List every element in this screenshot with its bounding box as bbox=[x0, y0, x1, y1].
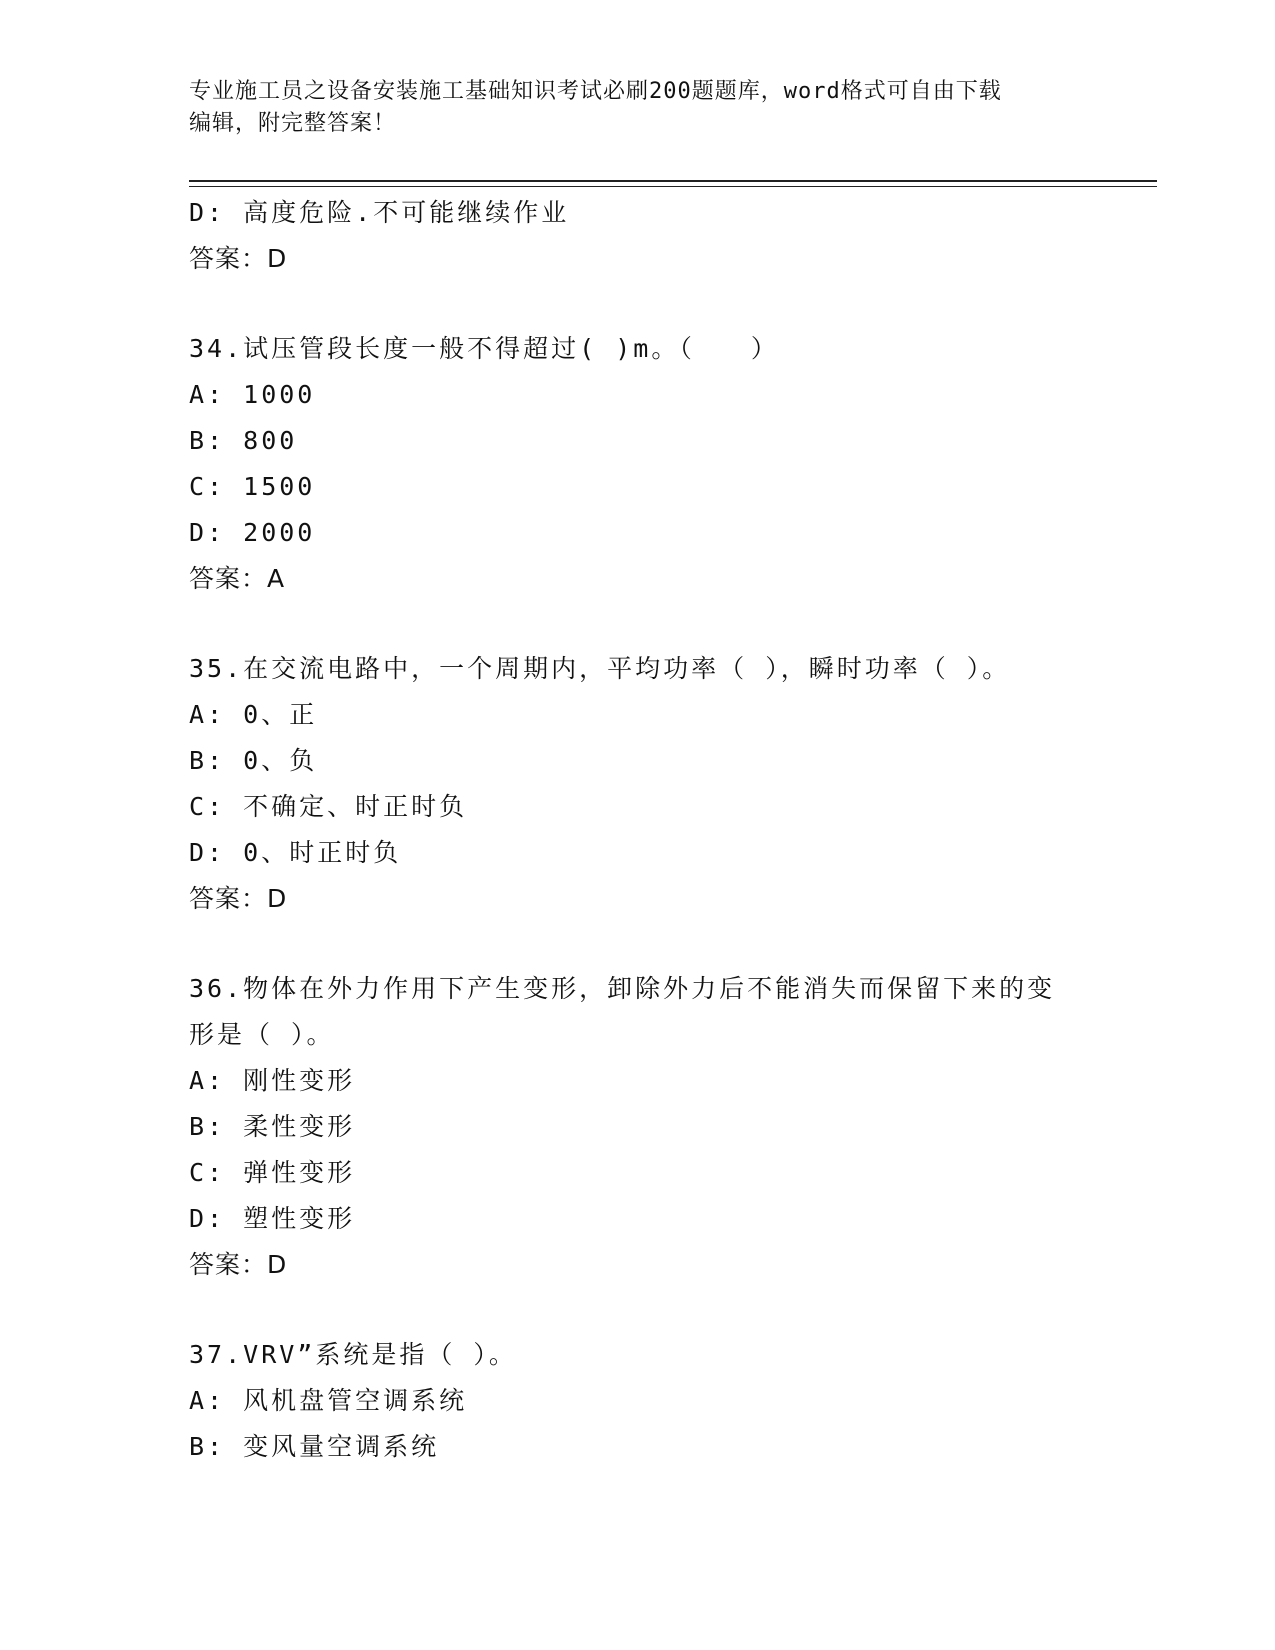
option-c: C: 不确定、时正时负 bbox=[189, 792, 468, 821]
prev-answer: 答案：D bbox=[189, 244, 288, 273]
question-content bbox=[189, 190, 1089, 1470]
option-a: A: 1000 bbox=[189, 380, 316, 409]
answer: 答案：A bbox=[189, 564, 286, 593]
document-header bbox=[189, 76, 1069, 140]
question-37 bbox=[189, 1332, 1089, 1470]
option-d: D: 0、时正时负 bbox=[189, 838, 402, 867]
header-line-1: 专业施工员之设备安装施工基础知识考试必刷200题题库，word格式可自由下载 bbox=[189, 79, 1002, 104]
option-a: A: 0、正 bbox=[189, 700, 318, 729]
question-text: 35.在交流电路中，一个周期内，平均功率（ ），瞬时功率（ ）。 bbox=[189, 654, 1011, 683]
option-c: C: 1500 bbox=[189, 472, 316, 501]
answer: 答案：D bbox=[189, 884, 288, 913]
option-c: C: 弹性变形 bbox=[189, 1158, 356, 1187]
option-a: A: 刚性变形 bbox=[189, 1066, 356, 1095]
option-b: B: 变风量空调系统 bbox=[189, 1432, 440, 1461]
option-b: B: 柔性变形 bbox=[189, 1112, 356, 1141]
question-text: 34.试压管段长度一般不得超过( )m。（ ） bbox=[189, 334, 779, 363]
header-divider-thin bbox=[189, 186, 1157, 187]
option-d: D: 2000 bbox=[189, 518, 316, 547]
answer: 答案：D bbox=[189, 1250, 288, 1279]
option-d: D: 塑性变形 bbox=[189, 1204, 356, 1233]
question-34 bbox=[189, 326, 1089, 602]
question-36 bbox=[189, 966, 1089, 1288]
option-b: B: 800 bbox=[189, 426, 298, 455]
header-divider-thick bbox=[189, 180, 1157, 182]
question-35 bbox=[189, 646, 1089, 922]
question-text: 37.VRV”系统是指（ ）。 bbox=[189, 1340, 517, 1369]
header-line-2: 编辑，附完整答案！ bbox=[189, 111, 397, 136]
option-b: B: 0、负 bbox=[189, 746, 318, 775]
question-text: 36.物体在外力作用下产生变形，卸除外力后不能消失而保留下来的变形是（ ）。 bbox=[189, 974, 1056, 1049]
prev-option-d: D: 高度危险.不可能继续作业 bbox=[189, 198, 570, 227]
option-a: A: 风机盘管空调系统 bbox=[189, 1386, 468, 1415]
